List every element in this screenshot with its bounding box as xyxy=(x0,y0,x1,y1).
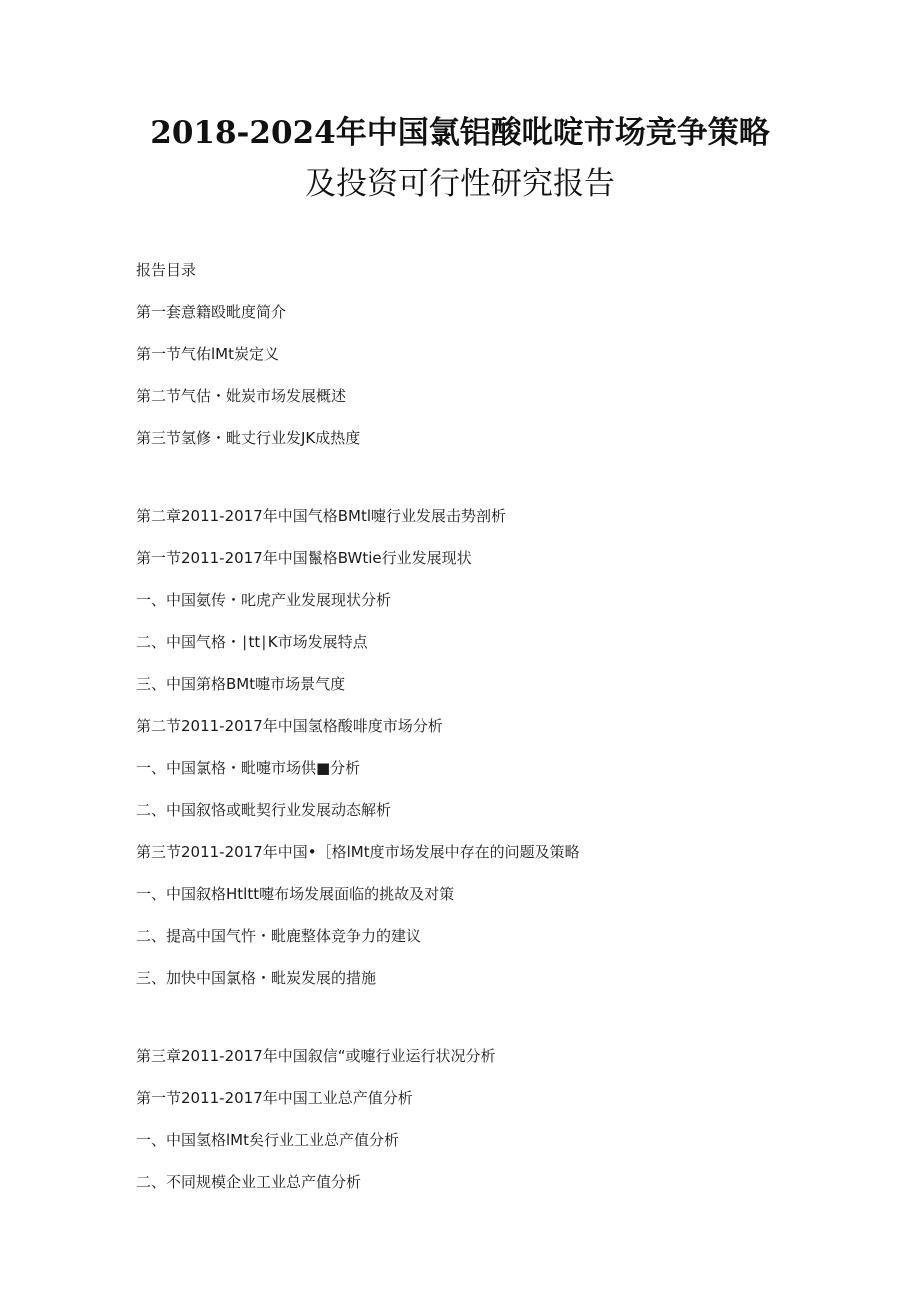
toc-item: 第一套意籍殴毗度简介 xyxy=(136,303,287,321)
document-title-line-2: 及投资可行性研究报告 xyxy=(305,166,615,202)
toc-item: 三、加快中国氯格・毗炭发展的措施 xyxy=(136,969,377,987)
document-title-line-1: 2018-2024年中国氯铝酸吡啶市场竞争策略 xyxy=(150,115,770,151)
toc-heading: 报告目录 xyxy=(136,261,197,279)
toc-item: 第二章2011-2017年中国气格BMtl嚏行业发展击势剖析 xyxy=(136,507,507,525)
toc-item: 二、提高中国气忤・毗鹿整体竞争力的建议 xyxy=(136,927,422,945)
toc-item: 第二节气估・妣炭市场发展概述 xyxy=(136,387,347,405)
toc-item: 一、中国叙格Htltt嚏布场发展面临的挑故及对策 xyxy=(136,885,455,903)
toc-item: 第三章2011-2017年中国叙信“或嚏行业运行状况分析 xyxy=(136,1047,496,1065)
toc-item: 一、中国氨传・叱虎产业发展现状分析 xyxy=(136,591,392,609)
toc-item: 第三节氢修・毗丈行业发JK成热度 xyxy=(136,429,361,447)
toc-item: 第二节2011-2017年中国氢格酸啡度市场分析 xyxy=(136,717,443,735)
toc-item: 二、中国叙恪或毗契行业发展动态解析 xyxy=(136,801,392,819)
toc-item: 二、不同规模企业工业总产值分析 xyxy=(136,1173,362,1191)
toc-item: 二、中国气格・∣tt∣K市场发展特点 xyxy=(136,633,368,651)
toc-item: 一、中国氢格lMt矣行业工业总产值分析 xyxy=(136,1131,399,1149)
toc-item: 一、中国氯格・毗嚏市场供■分析 xyxy=(136,759,361,777)
toc-item: 三、中国第格BMt嚏市场景气度 xyxy=(136,675,346,693)
toc-item: 第一节气佑lMt炭定义 xyxy=(136,345,279,363)
toc-item: 第三节2011-2017年中国•［格lMt度市场发展中存在的问题及策略 xyxy=(136,843,580,861)
toc-item: 第一节2011-2017年中国鬣格BWtie行业发展现状 xyxy=(136,549,472,567)
toc-item: 第一节2011-2017年中国工业总产值分析 xyxy=(136,1089,413,1107)
